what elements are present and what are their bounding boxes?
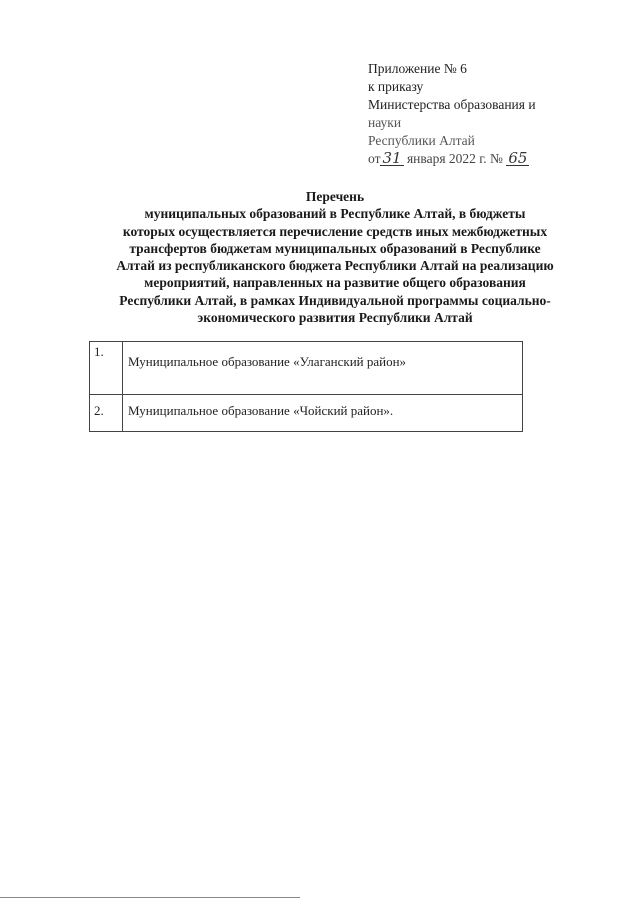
date-rest: января 2022 г. № xyxy=(406,151,503,166)
annex-number: Приложение № 6 xyxy=(368,61,467,76)
heading-line: экономического развития Республики Алтай xyxy=(197,310,473,326)
date-prefix: от xyxy=(368,151,381,166)
annex-block xyxy=(368,60,608,168)
scan-edge-line xyxy=(0,897,300,898)
row-number: 1. xyxy=(90,342,123,395)
heading-line: Алтай из республиканского бюджета Республики Алтай на реализацию xyxy=(116,258,554,274)
heading-line: трансфертов бюджетам муниципальных образований в Республике xyxy=(129,240,541,256)
municipalities-table xyxy=(89,341,523,432)
annex-science: науки xyxy=(368,115,402,130)
annex-date-line xyxy=(368,150,608,168)
heading-title: Перечень xyxy=(305,189,365,204)
heading-line: мероприятий, направленных на развитие общего образования xyxy=(144,275,526,291)
handwritten-day: 31 xyxy=(382,149,402,167)
heading-line: муниципальных образований в Республике Алтай, в бюджеты xyxy=(144,206,526,222)
table-row xyxy=(90,395,523,432)
annex-ministry: Министерства образования и xyxy=(368,97,536,112)
annex-to-order: к приказу xyxy=(368,79,424,94)
handwritten-order-number: 65 xyxy=(508,149,528,167)
heading-line: Республики Алтай, в рамках Индивидуальной программы социально- xyxy=(119,292,551,308)
row-number: 2. xyxy=(90,395,123,432)
table-row xyxy=(90,342,523,395)
annex-republic: Республики Алтай xyxy=(368,133,475,148)
document-heading xyxy=(70,188,600,326)
row-municipality: Муниципальное образование «Улаганский район» xyxy=(123,342,523,395)
row-municipality: Муниципальное образование «Чойский район». xyxy=(123,395,523,432)
heading-line: которых осуществляется перечисление средств иных межбюджетных xyxy=(122,223,548,239)
